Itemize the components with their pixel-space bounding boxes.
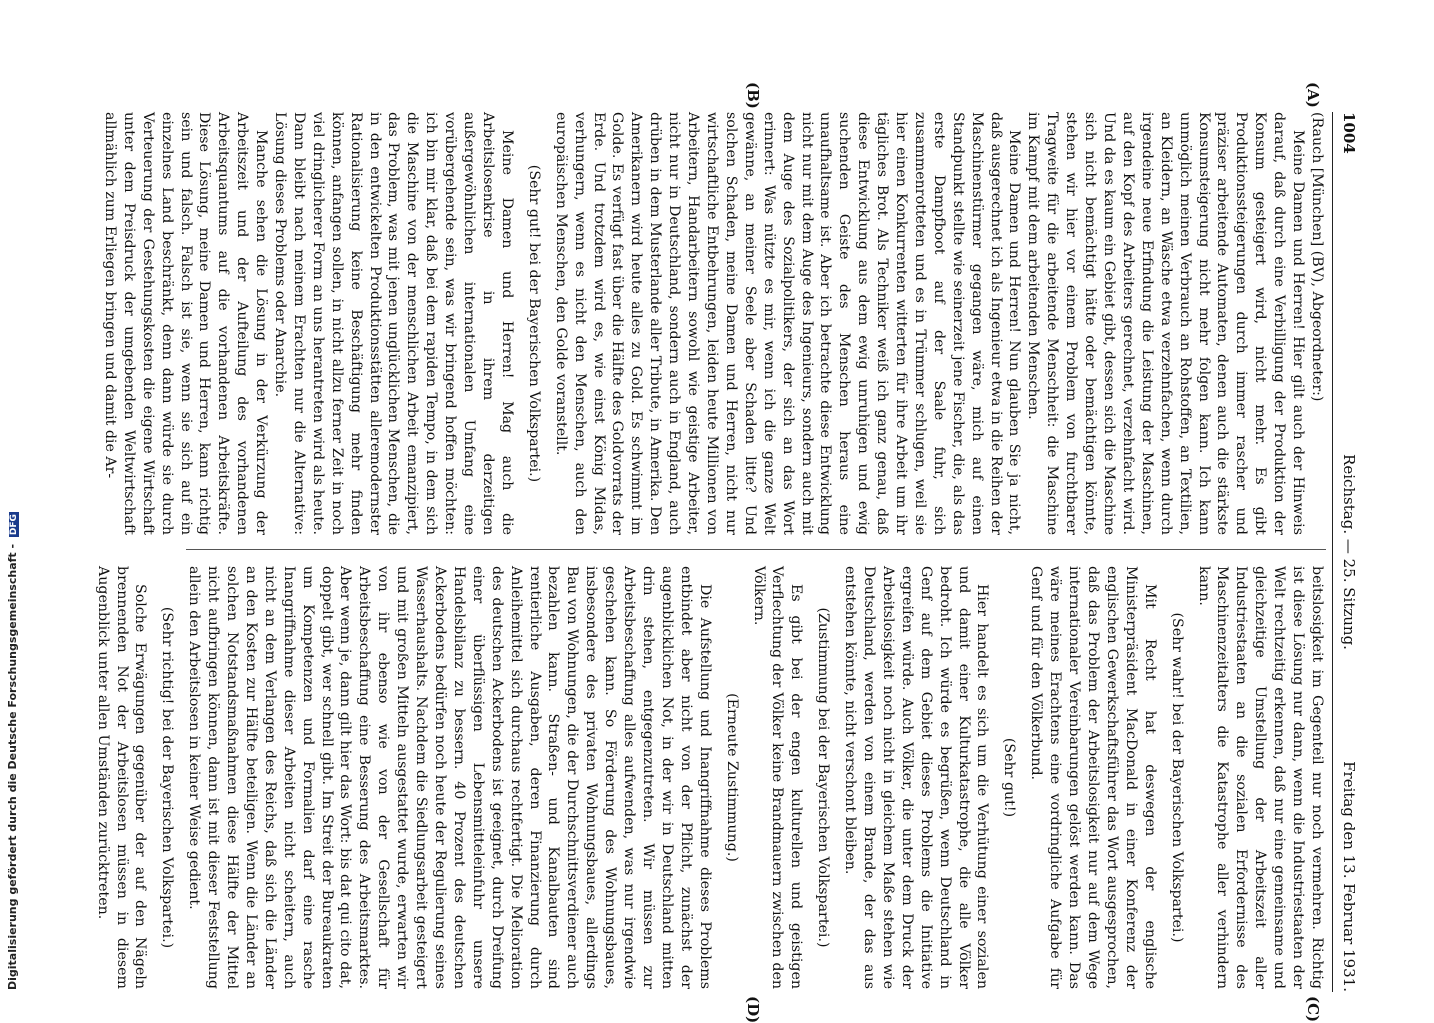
paragraph: Es gibt bei der engen kulturellen und geistigen Verflechtung der Völker keine Brandmauern zwischen den Völkern.: [750, 566, 805, 989]
page-header: [1336, 112, 1358, 992]
applause-note: (Sehr gut! bei der Bayerischen Volkspartei.): [525, 164, 542, 483]
paragraph: Hier handelt es sich um die Verhütung einer sozialen und damit einer Kulturkatastrophe, die alle Völker bedroht. Ich würde es begrüßen, wenn Deutschland in Genf auf dem Gebiet dieses Problems die Initiative ergreifen würde. Auch Völker, die unter dem Druck der Arbeitslosigkeit noch nicht in gleichem Maße stehen wie Deutschland, werden von einem Brande, der das aus entstehen könnte, nicht verschont bleiben.: [842, 566, 991, 989]
paragraph: Meine Damen und Herren! Mag auch die Arbeitslosenkrise in ihrem derzeitigen außergewöhnlichen internationalen Umfang eine vorübergehende sein, was wir bringend hoffen möchten: ich bin mir klar, daß bei dem rapiden Tempo, in dem sich die Maschine von der menschlichen Arbeit emanzipiert, das Problem, was mit jenen unglücklichen Menschen, die in den entwickelten Produktionsstätten alleremodernster Rationalisierung keine Beschäftigung mehr finden können, anfangen sollen, in nicht allzu ferner Zeit in noch viel dringlicherer Form an uns herantreten wird als heute. Dann bleibt nach meinem Erachten nur die Alternative: Lösung dieses Problems oder Anarchie.: [272, 112, 515, 535]
paragraph: Meine Damen und Herren! Nun glauben Sie ja nicht, daß ausgerechnet ich als Ingenieur etwa in die Reihen der Maschinenstürmer gegangen wäre, mich auf einen Standpunkt stellte wie seinerzeit jene Fischer, die, als das erste Dampfboot auf der Saale fuhr, sich zusammenrotteten und es in Trümmer schlugen, weil sie hier einen Konkurrenten witterten für ihre Arbeit um ihr tägliches Brot. Als Techniker weiß ich ganz genau, daß diese Entwicklung aus dem ewig unruhigen und ewig suchenden Geiste des Menschen heraus eine unaufhaltsame ist. Aber ich betrachte diese Entwicklung nicht nur mit dem Auge des Ingenieurs, sondern auch mit dem Auge des Sozialpolitikers, der sich an das Wort erinnert: Was nützte es mir, wenn ich die ganze Welt gewänne, an meiner Seele aber Schaden litte? Und solchen Schaden, meine Damen und Herren, nicht nur wirtschaftliche Entbehrungen, leiden heute Millionen von Arbeitern, Handarbeitern sowohl wie geistige Arbeiter, nicht nur in Deutschland, sondern auch in England, auch drüben in dem Musterlande aller Tribute, in Amerika. Den Amerikanern wird heute alles zu Gold. Es schwimmt im Golde. Es verfügt fast über die Hälfte des Goldvorrats der Erde. Und trotzdem wird es, wie einst König Midas, verhungern, wenn es nicht den Menschen, auch den europäischen Menschen, den Golde voranstellt.: [552, 112, 1023, 535]
margin-mark-a: (A): [1304, 82, 1322, 108]
header-date: Freitag den 13. Februar 1931.: [1340, 761, 1358, 992]
paragraph: beitslosigkeit im Gegenteil nur noch vermehren. Richtig ist diese Lösung nur dann, wenn die Industriestaaten der Welt rechtzeitig erkennen, daß nur eine gemeinsame und gleichzeitige Umstellung der Arbeitszeit aller Industriestaaten an die sozialen Erfordernisse des Maschinenzeitalters die Katastrophe aller verhindern kann.: [1195, 566, 1325, 989]
paragraph: Die Aufstellung und Inangriffnahme dieses Problems entbindet aber nicht von der Pflicht, zunächst der augenblicklichen Not, in der wir in Deutschland mitten drin stehen, entgegenzutreten. Wir müssen zur Arbeitsbeschaffung alles aufwenden, was nur irgendwie geschehen kann. So Förderung des Wohnungsbaues, insbesondere des privaten Wohnungsbaues, allerdings Bau von Wohnungen, die der Durchschnittsverdiener auch bezahlen kann. Straßen- und Kanalbauten sind rentierliche Ausgaben, deren Finanzierung durch Anleihemittel sich durchaus rechtfertigt. Die Melioration des deutschen Ackerbodens ist geeignet, durch Dreifung einer überflüssigen Lebensmitteleinfuhr unsere Handelsbilanz zu bessern. 40 Prozent des deutschen Ackerbodens bedürfen noch heute der Regulierung seines Wasserhaushalts. Nachdem die Siedlungsarbeit gesteigert und mit großen Mitteln ausgestattet wurde, erwarten wir von ihr ebenso wie von der Gesellschaft für Arbeitsbeschaffung eine Besserung des Arbeitsmarktes. Aber wenn je, dann gilt hier das Wort: bis dat qui cito dat, doppelt gibt, wer schnell gibt. Im Streit der Bureaukraten um Kompetenzen und Formalien darf eine rasche Inangriffnahme dieser Arbeiten nicht scheitern, auch nicht an dem Verlangen des Reichs, daß sich die Länder an den Kosten zur Hälfte beteiligen. Wenn die Länder an solchen Notstandsmaßnahmen diese Hälfte der Mittel nicht aufbringen können, dann ist mit dieser Feststellung allein den Arbeitslosen in keiner Weise gedient.: [186, 566, 713, 989]
applause-note: (Sehr wahr! bei der Bayerischen Volkspartei.): [1168, 612, 1185, 943]
paragraph: Manche sehen die Lösung in der Verkürzung der Arbeitszeit und der Aufteilung des vorhandenen Arbeitsquantums auf die vorhandenen Arbeitskräfte. Diese Lösung, meine Damen und Herren, kann richtig sein und falsch. Falsch ist sie, wenn sie sich auf ein einzelnes Land beschränkt, denn dann würde sie durch Verteuerung der Gestehungskosten die eigene Wirtschaft unter dem Preisdruck der umgebenden Weltwirtschaft allmählich zum Erliegen bringen und damit die Ar-: [101, 112, 270, 535]
column-divider: [186, 549, 1326, 550]
margin-mark-d: (D): [744, 996, 762, 1023]
paragraph: Mit Recht hat deswegen der englische Ministerpräsident MacDonald in einer Konferenz der englischen Gewerkschaftsführer das Wort ausgesprochen, daß das Problem der Arbeitslosigkeit nur auf dem Wege internationaler Vereinbarungen gelöst werden kann. Das wäre meines Erachtens eine vordringliche Aufgabe für Genf und für den Völkerbund.: [1028, 566, 1158, 989]
paragraph: Solche Erwägungen gegenüber der auf den Nägeln brennenden Not der Arbeitslosen müssen in diesem Augenblick unter allen Umständen zurücktreten.: [94, 566, 149, 989]
margin-mark-b: (B): [744, 82, 762, 109]
speaker-line: (Rauch [München] (BV), Abgeordneter:): [1309, 112, 1325, 402]
applause-note: (Sehr richtig! bei der Bayerischen Volkspartei.): [159, 606, 176, 949]
right-column: [93, 566, 1326, 989]
dfg-logo: DFG: [9, 514, 19, 536]
applause-note: (Zustimmung bei der Bayerischen Volkspartei.): [815, 607, 832, 948]
page-number: 1004: [1340, 112, 1358, 154]
left-column: [100, 112, 1326, 535]
applause-note: (Sehr gut!): [1001, 737, 1018, 818]
paragraph: Meine Damen und Herren! Hier gilt auch der Hinweis darauf, daß durch eine Verbilligung der Produktion der Konsum gesteigert wird, nicht mehr. Es gibt Produktionssteigerungen durch immer rascher und präziser arbeitende Automaten, denen auch die stärkste Konsumsteigerung nicht mehr folgen kann. Ich kann unmöglich meinen Verbrauch an Rohstoffen, an Textilien, an Kleidern, an Wäsche etwa verzehnfachen, wenn durch irgendeine neue Erfindung die Leistung der Maschinen, auf den Kopf des Arbeiters gerechnet, verzehnfacht wird. Und da es kaum ein Gebiet gibt, dessen sich die Maschine sich nicht bemächtigt hätte oder bemächtigen könnte, stehen wir hier vor einem Problem von furchtbarer Tragweite für die arbeitende Menschheit: die Maschine im Kampf mit dem arbeitenden Menschen.: [1025, 112, 1307, 535]
digitization-credit: Digitalisierung gefördert durch die Deutsche Forschungsgemeinschaft -: [6, 543, 19, 990]
header-rule: [1332, 112, 1333, 992]
margin-mark-c: (C): [1304, 996, 1322, 1023]
header-title: Reichstag. — 25. Sitzung.: [1340, 454, 1358, 650]
rotated-document-page: [94, 82, 1358, 1023]
applause-note: (Erneute Zustimmung.): [723, 693, 740, 862]
